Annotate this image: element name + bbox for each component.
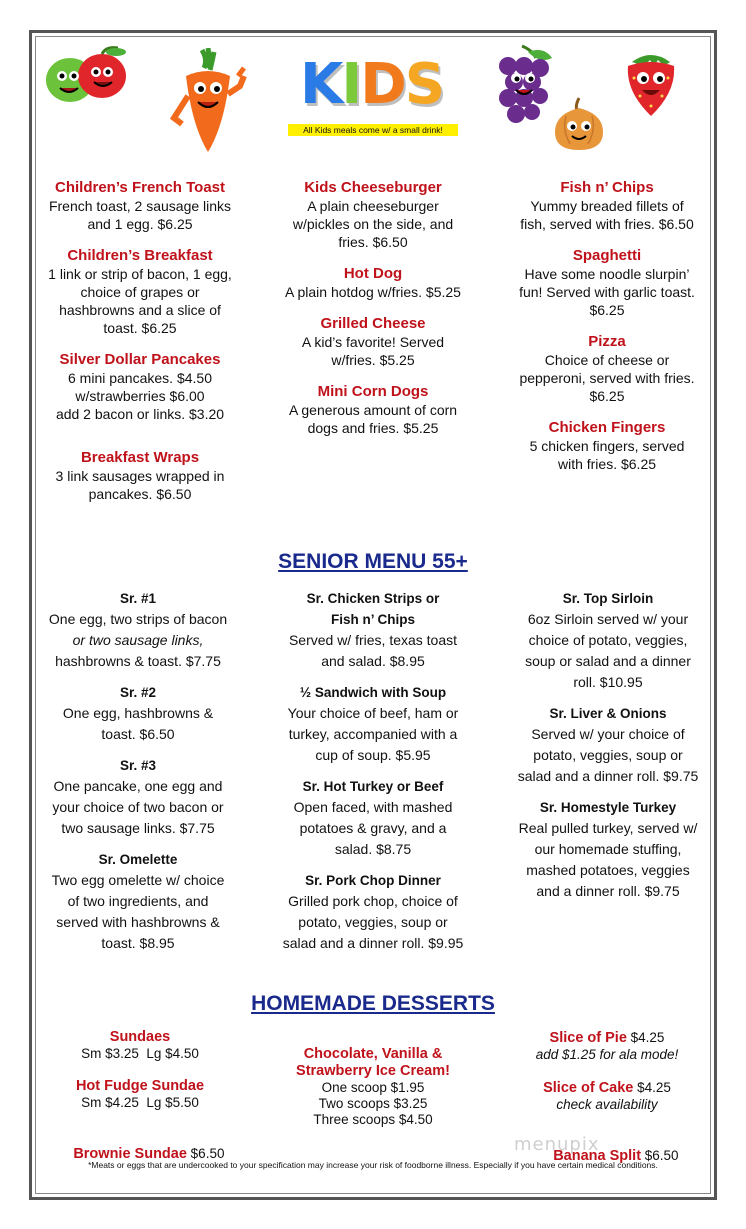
item-title: Breakfast Wraps [80, 449, 200, 466]
item-title: Sr. #3 [119, 758, 157, 773]
menu-item [40, 1127, 240, 1181]
item-desc: pancakes. $6.50 [88, 486, 192, 502]
item-desc: potato, veggies, soup or [298, 914, 448, 930]
item-desc: fun! Served with garlic toast. [519, 284, 695, 300]
kids-logo-letter-i: I [341, 52, 361, 117]
item-desc: w/pickles on the side, and [292, 216, 454, 232]
item-desc: salad and a dinner roll. $9.95 [282, 935, 464, 951]
item-desc: 1 link or strip of bacon, 1 egg, [48, 266, 232, 282]
menu-item [507, 1029, 707, 1063]
item-desc: fries. $6.50 [338, 234, 408, 250]
kids-column-2 [273, 179, 473, 451]
kids-column-1 [40, 179, 240, 517]
apples-icon [42, 46, 138, 108]
menu-item [40, 1078, 240, 1111]
menu-item [40, 1029, 240, 1062]
item-title: Pizza [588, 333, 626, 350]
item-price: $6.50 [641, 1148, 679, 1163]
menu-item [273, 265, 473, 301]
item-note: check availability [556, 1097, 658, 1112]
item-desc: Two scoops $3.25 [318, 1096, 428, 1111]
item-desc: 3 link sausages wrapped in [55, 468, 225, 484]
desserts-column-2 [273, 1046, 473, 1128]
menupix-watermark: menupix [514, 1134, 600, 1155]
item-desc: Your choice of beef, ham or [287, 705, 459, 721]
item-desc: add 2 bacon or links. $3.20 [55, 406, 225, 422]
menu-item [273, 870, 473, 954]
item-desc: A plain hotdog w/fries. $5.25 [285, 284, 461, 300]
item-title: Spaghetti [572, 247, 642, 264]
item-title: Slice of Cake [543, 1080, 634, 1096]
item-title: Sr. Hot Turkey or Beef [302, 779, 444, 794]
menu-item [507, 179, 707, 233]
kids-column-3 [507, 179, 707, 487]
menu-item [38, 755, 238, 839]
item-title: Sr. Chicken Strips or [306, 591, 440, 606]
item-title: Chicken Fingers [548, 419, 666, 436]
menu-item [508, 588, 708, 693]
item-desc: Two egg omelette w/ choice [51, 872, 225, 888]
item-desc: pepperoni, served with fries. [519, 370, 695, 386]
item-title: Sr. Omelette [98, 852, 178, 867]
item-title: Sr. #1 [119, 591, 157, 606]
grapes-icon [494, 44, 556, 134]
item-desc: roll. $10.95 [573, 674, 643, 690]
item-desc: and 1 egg. $6.25 [87, 216, 193, 232]
item-title: Hot Dog [343, 265, 403, 282]
item-desc: choice of grapes or [80, 284, 200, 300]
item-title: ½ Sandwich with Soup [299, 685, 447, 700]
item-desc: Grilled pork chop, choice of [288, 893, 458, 909]
item-desc: French toast, 2 sausage links [48, 198, 232, 214]
kids-drink-note: All Kids meals come w/ a small drink! [288, 124, 458, 136]
menu-item [38, 588, 238, 672]
menu-item [273, 588, 473, 672]
item-desc: 6 mini pancakes. $4.50 [68, 370, 212, 386]
item-desc: choice of potato, veggies, [528, 632, 688, 648]
kids-logo-letter-d: D [360, 52, 405, 117]
item-title: Silver Dollar Pancakes [59, 351, 221, 368]
food-safety-footnote: *Meats or eggs that are undercooked to your specification may increase your risk of foodborne illness. Especially if you have certain medical conditions. [88, 1160, 658, 1170]
item-title: Fish n’ Chips [330, 612, 415, 627]
item-desc: cup of soup. $5.95 [315, 747, 431, 763]
item-desc: Open faced, with mashed [293, 799, 453, 815]
menu-item [507, 419, 707, 473]
senior-column-2 [273, 588, 473, 964]
item-desc: and salad. $8.95 [321, 653, 425, 669]
senior-menu-heading [0, 550, 746, 574]
item-price: $4.25 [626, 1030, 665, 1045]
item-desc: served with hashbrowns & [56, 914, 220, 930]
item-title: Hot Fudge Sundae [75, 1078, 205, 1094]
menu-item [508, 797, 708, 902]
item-desc: A generous amount of corn [288, 402, 458, 418]
item-desc: salad and a dinner roll. $9.75 [517, 768, 699, 784]
strawberry-icon [622, 48, 680, 118]
item-desc: Sm $4.25 Lg $5.50 [81, 1095, 199, 1110]
item-desc: with fries. $6.25 [557, 456, 657, 472]
item-title: Children’s French Toast [54, 179, 226, 196]
item-desc: fish, served with fries. $6.50 [520, 216, 694, 232]
item-desc: our homemade stuffing, [534, 841, 682, 857]
menu-item [273, 383, 473, 437]
item-desc: turkey, accompanied with a [288, 726, 458, 742]
item-desc: A kid’s favorite! Served [301, 334, 445, 350]
item-title: Sr. Pork Chop Dinner [305, 873, 441, 888]
item-desc: 5 chicken fingers, served [529, 438, 685, 454]
desserts-heading-text: HOMEMADE DESSERTS [251, 992, 495, 1015]
menu-item [40, 247, 240, 337]
senior-menu-heading-text: SENIOR MENU 55+ [278, 550, 468, 573]
item-desc: hashbrowns and a slice of [59, 302, 221, 318]
item-note: add $1.25 for ala mode! [535, 1047, 679, 1062]
item-title: Strawberry Ice Cream! [296, 1063, 450, 1079]
item-title: Children’s Breakfast [67, 247, 213, 264]
item-desc: One egg, hashbrowns & [62, 705, 214, 721]
item-title: Fish n’ Chips [560, 179, 654, 196]
item-price: $6.50 [186, 1146, 225, 1161]
item-desc: Three scoops $4.50 [313, 1112, 433, 1127]
menu-item [507, 333, 707, 405]
item-desc: 6oz Sirloin served w/ your [527, 611, 689, 627]
menu-item [273, 682, 473, 766]
item-title: Sundaes [109, 1029, 171, 1045]
menu-item [38, 682, 238, 745]
item-desc: toast. $8.95 [101, 935, 175, 951]
item-desc: Served w/ fries, texas toast [288, 632, 458, 648]
item-desc: soup or salad and a dinner [525, 653, 691, 669]
item-desc: of two ingredients, and [67, 893, 209, 909]
item-title: Grilled Cheese [320, 315, 426, 332]
item-desc: One egg, two strips of bacon [48, 611, 228, 627]
menu-item [40, 179, 240, 233]
menu-item [40, 449, 240, 503]
item-desc: your choice of two bacon or [52, 799, 224, 815]
senior-column-3 [508, 588, 708, 912]
kids-logo [300, 52, 450, 117]
menu-item [273, 776, 473, 860]
carrot-icon [168, 48, 250, 154]
item-desc: toast. $6.50 [101, 726, 175, 742]
menu-item [507, 247, 707, 319]
item-desc: potatoes & gravy, and a [299, 820, 447, 836]
item-desc: dogs and fries. $5.25 [307, 420, 439, 436]
menu-item [508, 703, 708, 787]
item-desc: or two sausage links, [72, 632, 204, 648]
item-desc: Served w/ your choice of [531, 726, 685, 742]
menu-item [273, 179, 473, 251]
item-desc: A plain cheeseburger [307, 198, 439, 214]
item-desc: hashbrowns & toast. $7.75 [55, 653, 221, 669]
item-desc: w/fries. $5.25 [331, 352, 415, 368]
item-title: Chocolate, Vanilla & [303, 1046, 443, 1062]
item-desc: $6.25 [589, 302, 625, 318]
item-desc: Choice of cheese or [544, 352, 670, 368]
item-desc: Real pulled turkey, served w/ [518, 820, 698, 836]
item-title: Banana Split [553, 1148, 642, 1164]
item-title: Sr. Top Sirloin [562, 591, 654, 606]
item-desc: toast. $6.25 [103, 320, 177, 336]
item-desc: salad. $8.75 [334, 841, 412, 857]
menu-item [273, 315, 473, 369]
item-title: Sr. Homestyle Turkey [539, 800, 677, 815]
kids-logo-letter-k: K [300, 52, 342, 117]
item-title: Slice of Pie [549, 1030, 627, 1046]
menu-item [40, 351, 240, 423]
item-desc: One scoop $1.95 [321, 1080, 425, 1095]
item-title: Sr. Liver & Onions [549, 706, 667, 721]
item-title: Mini Corn Dogs [317, 383, 429, 400]
menu-item [38, 849, 238, 954]
senior-column-1 [38, 588, 238, 964]
item-desc: One pancake, one egg and [53, 778, 223, 794]
onion-icon [552, 96, 606, 152]
item-desc: mashed potatoes, veggies [526, 862, 690, 878]
menu-item [507, 1079, 707, 1113]
item-desc: w/strawberries $6.00 [75, 388, 205, 404]
item-title: Kids Cheeseburger [304, 179, 442, 196]
desserts-column-1 [40, 1029, 240, 1181]
item-title: Brownie Sundae [73, 1146, 187, 1162]
item-title: Sr. #2 [119, 685, 157, 700]
item-price: $4.25 [633, 1080, 671, 1095]
kids-logo-letter-s: S [404, 52, 444, 117]
item-desc: two sausage links. $7.75 [61, 820, 215, 836]
item-desc: potato, veggies, soup or [533, 747, 683, 763]
item-desc: Yummy breaded fillets of [530, 198, 684, 214]
item-desc: Have some noodle slurpin’ [524, 266, 690, 282]
item-desc: and a dinner roll. $9.75 [536, 883, 680, 899]
item-desc: $6.25 [589, 388, 625, 404]
item-desc: Sm $3.25 Lg $4.50 [81, 1046, 199, 1061]
desserts-heading [0, 992, 746, 1016]
